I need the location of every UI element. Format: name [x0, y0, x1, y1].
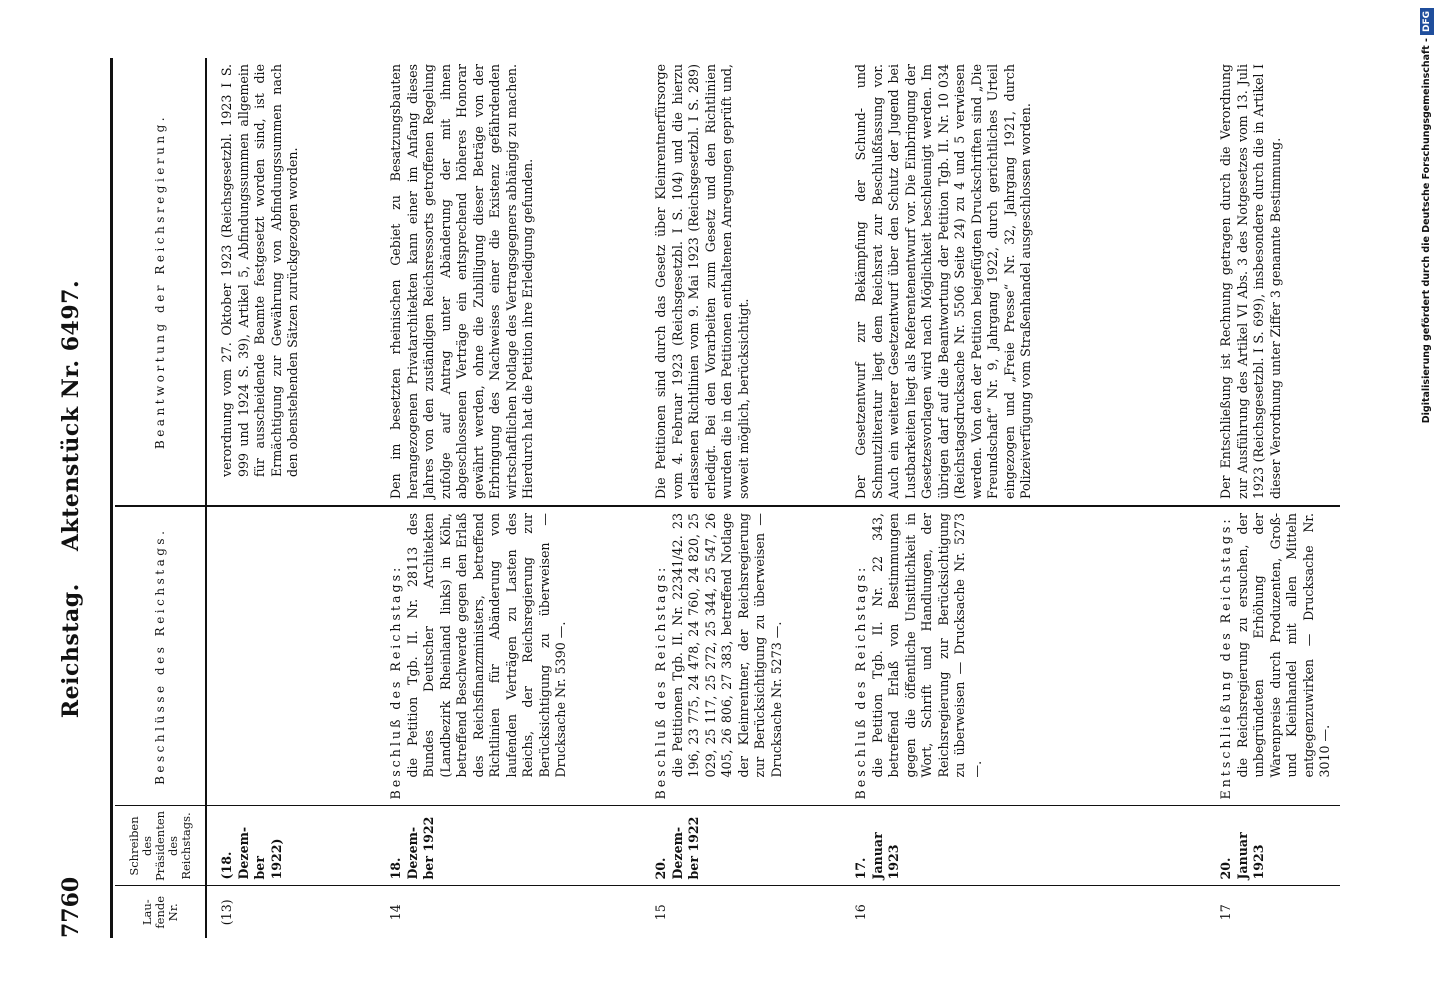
row-antwort — [1206, 58, 1340, 506]
col-header-schreiben: Schreiben des Präsidenten des Reichstags. — [115, 806, 206, 886]
row-antwort — [841, 58, 1206, 506]
row-beschluss — [641, 506, 841, 806]
antwort-text: Die Petitionen sind durch das Gesetz über Kleinrentnerfürsorge vom 4. Februar 1923 (Reichsgesetzbl. I S. 104) und die hierzu erlassenen Richtlinien vom 9. Mai 1923 (Reichsgesetzbl. I S. 289) erledigt. Bei den Vorarbeiten zum Gesetz und den Richtlinien wurden die in den Petitionen enthaltenen Anregungen geprüft und, soweit möglich, berücksichtigt. — [653, 64, 751, 499]
row-antwort — [206, 58, 376, 506]
table-row — [376, 58, 641, 938]
credit-text: Digitalisierung gefördert durch die Deutsche Forschungsgemeinschaft - — [1421, 38, 1432, 424]
row-nr: (13) — [219, 899, 234, 926]
page-header — [58, 60, 92, 938]
antwort-text: Der Gesetzentwurf zur Bekämpfung der Schund- und Schmutzliteratur liegt dem Reichsrat zur Beschlußfassung vor. Auch ein weiterer Gesetzentwurf über den Schutz der Jugend bei Lustbarkeiten liegt als Referentenentwurf vor. Die Einbringung der Gesetzesvorlagen wird nach Möglichkeit beschleunigt werden. Im übrigen darf auf die Beantwortung der Petition Tgb. II. Nr. 10 034 (Reichstagsdrucksache Nr. 5506 Seite 24) zu 4 und 5 verwiesen werden. Von den der Petition beigefügten Druckschriften sind „Die Freundschaft“ Nr. 9, Jahrgang 1922, durch gerichtliches Urteil eingezogen und „Freie Presse“ Nr. 32, Jahrgang 1921, durch Polizeiverfügung vom Straßenhandel ausgeschlossen worden. — [853, 64, 1033, 499]
row-antwort — [376, 58, 641, 506]
dfg-logo: DFG — [1420, 8, 1434, 35]
row-nr: 17 — [1218, 904, 1233, 921]
beschluss-lead: Beschluß des Reichstags: — [853, 564, 868, 800]
row-date: 17. Januar 1923 — [841, 806, 1206, 886]
col-header-beschluesse: Beschlüsse des Reichstags. — [115, 506, 206, 806]
petition-table — [115, 58, 1340, 938]
row-date: 18. Dezem- ber 1922 — [376, 806, 641, 886]
table-row — [206, 58, 376, 938]
antwort-text: verordnung vom 27. Oktober 1923 (Reichsgesetzbl. 1923 I S. 999 und 1924 S. 39), Artikel 5, Abfindungssummen allgemein für ausscheidende Beamte festgesetzt worden sind, ist die Ermächtigung zur Gewährung von Abfindungssummen nach den obenstehenden Sätzen zurückgezogen worden. — [219, 64, 300, 477]
running-title — [58, 60, 84, 938]
table-header-row — [115, 58, 206, 938]
row-beschluss — [1206, 506, 1340, 806]
row-nr: 14 — [388, 904, 403, 921]
antwort-text: Den im besetzten rheinischen Gebiet zu Besatzungsbauten herangezogenen Privatarchitekten kann einer im Anfang dieses Jahres von den zuständigen Reichsressorts getroffenen Regelung zufolge auf Antrag unter Abänderung der mit ihnen abgeschlossenen Verträge ein entsprechend höheres Honorar gewährt werden, ohne die Zubilligung dieser Beträge von der Erbringung des Nachweises einer die Existenz gefährdenden wirtschaftlichen Notlage des Vertragsgegners abhängig zu machen. Hierdurch hat die Petition ihre Erledigung gefunden. — [388, 64, 535, 499]
antwort-text: Der Entschließung ist Rechnung getragen durch die Verordnung zur Ausführung des Artikel VI Abs. 3 des Notgesetzes vom 13. Juli 1923 (Reichsgesetzbl. I S. 699), insbesondere durch die in Artikel I dieser Verordnung unter Ziffer 3 genannte Bestimmung. — [1218, 64, 1283, 499]
table-row — [1206, 58, 1340, 938]
beschluss-lead: Beschluß des Reichstags: — [653, 564, 668, 800]
header-rule — [110, 58, 113, 938]
row-nr: 16 — [853, 904, 868, 921]
col-header-beantwortung: Beantwortung der Reichsregierung. — [115, 58, 206, 506]
table-row — [841, 58, 1206, 938]
row-antwort — [641, 58, 841, 506]
row-beschluss — [206, 506, 376, 806]
beschluss-text: die Petitionen Tgb. II. Nr. 22341/42. 23 196, 23 775, 24 478, 24 760, 24 820, 25 029, 25 117, 25 272, 25 344, 25 547, 26 405, 26 806, 27 383, betreffend Notlage der Kleinrentner, der Reichsregierung zur Berücksichtigung zu überweisen — Drucksache Nr. 5273 —. — [669, 513, 784, 778]
running-title-right: Aktenstück Nr. 6497. — [58, 279, 84, 552]
beschluss-lead: Beschluß des Reichstags: — [388, 564, 403, 800]
row-beschluss — [376, 506, 641, 806]
row-date: 20. Dezem- ber 1922 — [641, 806, 841, 886]
row-date: 20. Januar 1923 — [1206, 806, 1340, 886]
col-header-nr: Lau- fende Nr. — [115, 886, 206, 938]
row-date: (18. Dezem- ber 1922) — [206, 806, 376, 886]
digitization-credit — [1420, 8, 1434, 992]
table-row — [641, 58, 841, 938]
beschluss-text: die Petition Tgb. II. Nr. 22 343, betreffend Erlaß von Bestimmungen gegen die öffentliche Unsittlichkeit in Wort, Schrift und Handlungen, der Reichsregierung zur Berücksichtigung zu überweisen — Drucksache Nr. 5273 —. — [869, 513, 984, 778]
beschluss-text: die Reichsregierung zu ersuchen, der unbegründeten Erhöhung der Warenpreise durch Produzenten, Groß- und Kleinhandel mit allen Mitteln entgegenzuwirken — Drucksache Nr. 3010 —. — [1234, 513, 1332, 778]
row-nr: 15 — [653, 904, 668, 921]
beschluss-text: die Petition Tgb. II. Nr. 28113 des Bundes Deutscher Architekten (Landbezirk Rheinland links) in Köln, betreffend Beschwerde gegen den Erlaß des Reichsfinanzministers, betreffend Richtlinien für Abänderung von laufenden Verträgen zu Lasten des Reichs, der Reichsregierung zur Berücksichtigung zu überweisen — Drucksache Nr. 5390 —. — [404, 513, 568, 778]
running-title-left: Reichstag. — [58, 583, 84, 719]
row-beschluss — [841, 506, 1206, 806]
beschluss-lead: Entschließung des Reichstags: — [1218, 516, 1233, 800]
page-number: 7760 — [58, 876, 84, 938]
